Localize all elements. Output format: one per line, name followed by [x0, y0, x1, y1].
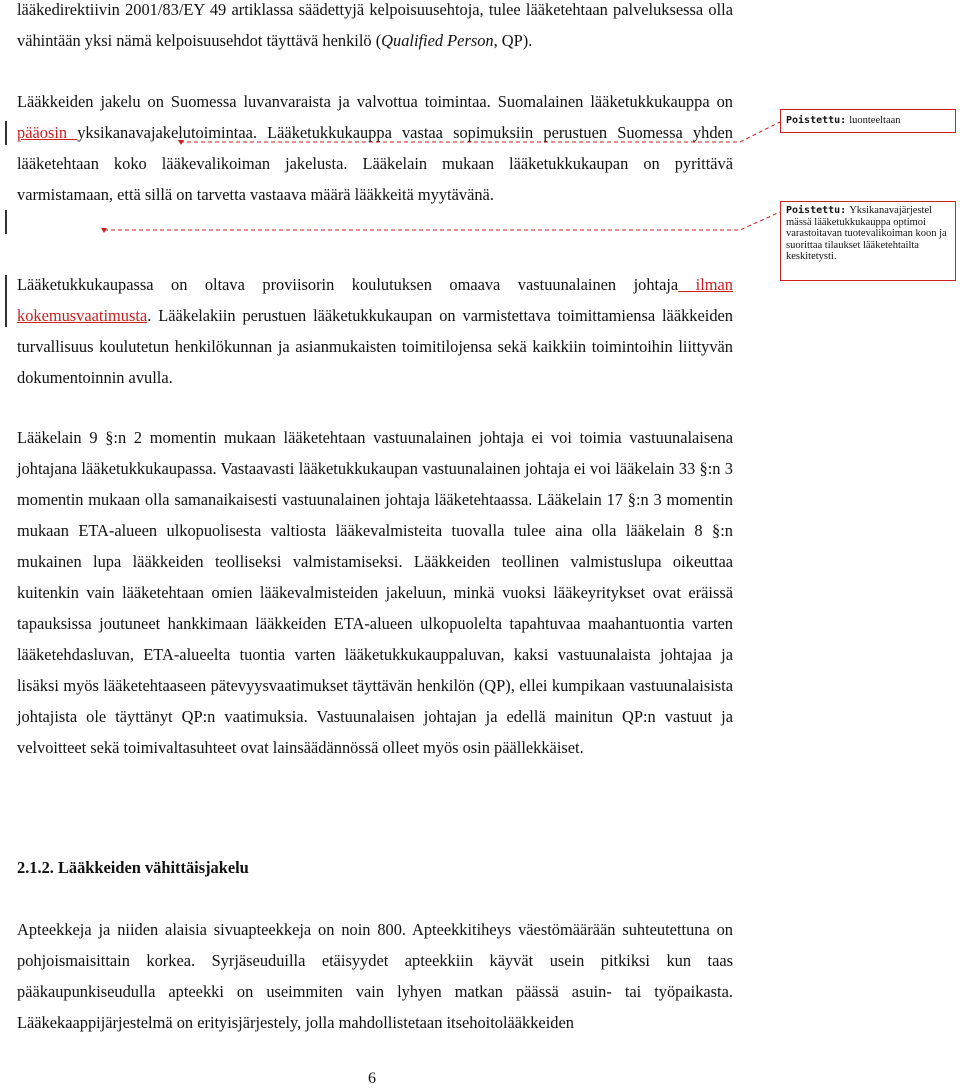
text-run: Lääkelain 9 §:n 2 momentin mukaan lääketehtaan vastuunalainen johtaja ei voi toimia vastuunalaisena johtajana lääketukkukaupassa. Vastaavasti lääketukkukaupan vastuunalainen johtaja ei voi lääkelain 33 §:n 3 momentin mukaan olla samanaikaisesti vastuunalainen johtaja lääketehtaassa. Lääkelain 17 §:n 3 momentin mukaan ETA-alueen ulkopuolisesta valtiosta lääkevalmisteita tuovalla tulee aina olla lääkelain 8 §:n mukainen lupa lääkkeiden teolliseksi valmistamiseksi. Lääkkeiden teollinen valmistuslupa oikeuttaa kuitenkin vain lääketehtaan omien lääkevalmisteiden jakeluun, minkä vuoksi lääkeyritykset ovat eräissä tapauksissa joutuneet hankkimaan lääkkeiden ETA-alueen ulkopuolelta tapahtuvaa maahantuontia varten lääketehdasluvan, ETA-alueelta tuontia varten lääketukkukauppaluvan, kaksi vastuunalaista johtajaa ja lisäksi myös lääketehtaaseen pätevyysvaatimukset täyttävän henkilön (QP), ellei kumpikaan vastuunalaisista johtajista ole täyttänyt QP:n vaatimuksia. Vastuunalaisen johtajan ja edellä mainitun QP:n vastuut ja velvoitteet sekä toimivaltasuhteet ovat lainsäädännössä olleet myös osin päällekkäiset.: [17, 428, 733, 757]
text-run: Lääkkeiden jakelu on Suomessa luvanvaraista ja valvottua toimintaa. Suomalainen lääketukkukauppa on: [17, 92, 733, 111]
paragraph-wholesale-distribution: [17, 86, 733, 210]
paragraph-qp: [17, 0, 733, 56]
page-number: 6: [368, 1070, 376, 1087]
section-heading: 2.1.2. Lääkkeiden vähittäisjakelu: [17, 858, 249, 877]
comment-label: Poistettu:: [786, 115, 847, 126]
paragraph-pharmacies: [17, 914, 733, 1038]
text-run: Apteekkeja ja niiden alaisia sivuapteekkeja on noin 800. Apteekkitiheys väestömäärään suhteutettuna on pohjoismaisittain korkea. Syrjäseuduilla etäisyydet apteekkiin käyvät usein pitkiksi kun taas pääkaupunkiseudulla apteekki on useimmiten vain lyhyen matkan päässä asuin- tai työpaikasta. Lääkekaappijärjestelmä on erityisjärjestely, jolla mahdollistetaan itsehoitolääkkeiden: [17, 920, 733, 1032]
italic-text: Qualified Person: [381, 31, 494, 50]
deletion-marker: [101, 228, 107, 233]
comment-text: luonteeltaan: [849, 115, 901, 126]
comment-balloon-deleted[interactable]: [780, 109, 956, 133]
paragraph-medicines-act: [17, 422, 733, 763]
text-run: Lääketukkukaupassa on oltava proviisorin koulutuksen omaava vastuunalainen johtaja: [17, 275, 679, 294]
text-run: yksikanavajakelutoimintaa. Lääketukkukauppa vastaa sopimuksiin perustuen Suomessa yhden lääketehtaan koko lääkevalikoiman jakelusta. Lääkelain mukaan lääketukkukaupan on pyrittävä varmistamaan, että sillä on tarvetta vastaava määrä lääkkeitä myytävänä.: [17, 123, 733, 204]
inserted-text: pääosin: [17, 123, 78, 142]
inserted-text: ilman kokemusvaatimusta: [17, 275, 733, 325]
comment-balloon-deleted[interactable]: [780, 201, 956, 281]
change-bar: [5, 210, 7, 234]
comment-label: Poistettu:: [786, 205, 847, 216]
paragraph-wholesale-director: [17, 269, 733, 393]
text-run: . Lääkelakiin perustuen lääketukkukaupan on varmistettava toimittamiensa lääkkeiden turvallisuus koulutetun henkilökunnan ja asianmukaisten toimitilojensa sekä kaikkiin toimintoihin liittyvän dokumentoinnin avulla.: [17, 306, 733, 387]
deletion-marker: [178, 140, 184, 145]
change-bar: [5, 121, 7, 145]
text-run: lääkedirektiivin 2001/83/EY 49 artiklassa säädettyjä kelpoisuusehtoja, tulee lääketehtaan palveluksessa olla vähintään yksi nämä kelpoisuusehdot täyttävä henkilö (: [17, 0, 733, 50]
change-bar: [5, 275, 7, 327]
text-run: , QP).: [493, 31, 533, 50]
comment-text: Yksikanavajärjestel mässä lääketukkukauppa optimoi varastoitavan tuotevalikoiman koon ja suorittaa tilaukset lääketehtailta keskitetysti.: [786, 205, 947, 262]
